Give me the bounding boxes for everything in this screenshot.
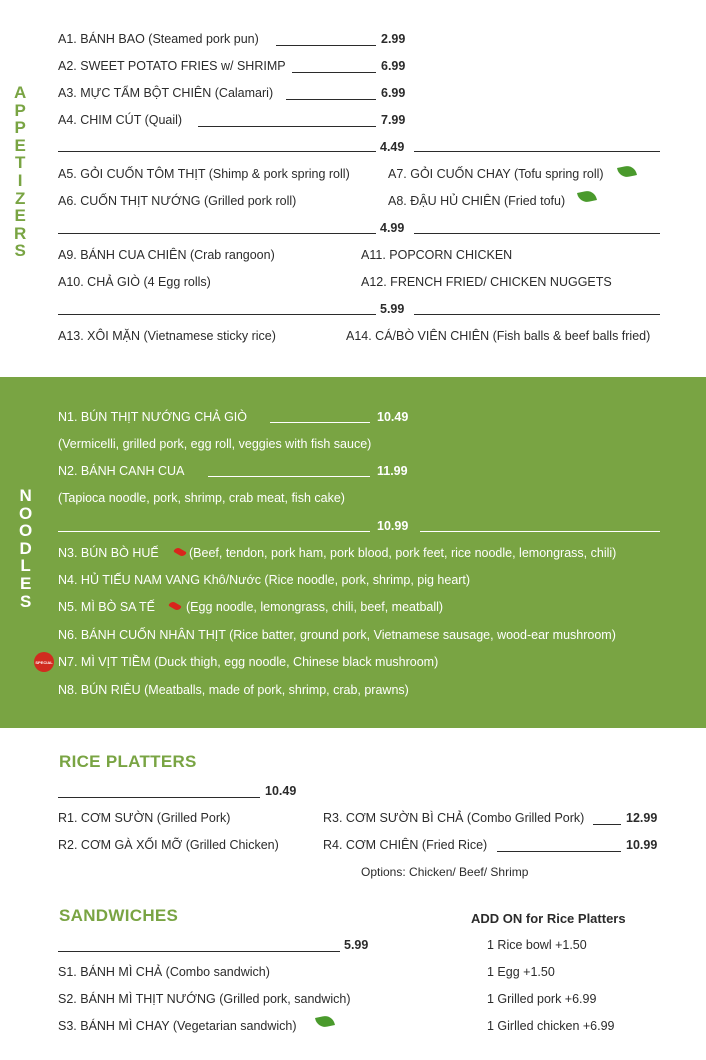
- leader-line: [276, 45, 376, 46]
- leader-line: [286, 99, 376, 100]
- group-line-left: [58, 797, 260, 798]
- leader-line: [497, 851, 621, 852]
- chili-icon: [173, 546, 186, 557]
- menu-item-a7: A7. GỎI CUỐN CHAY (Tofu spring roll): [388, 167, 604, 181]
- group-line-right: [414, 233, 660, 234]
- menu-item-n4: N4. HỦ TIẾU NAM VANG Khô/Nước (Rice noodle, pork, shrimp, pig heart): [58, 573, 471, 587]
- group-line-right: [414, 151, 660, 152]
- price-a2: 6.99: [381, 59, 406, 73]
- add-on-item: 1 Egg +1.50: [487, 965, 555, 979]
- add-on-heading: ADD ON for Rice Platters: [471, 911, 626, 926]
- group-price-599-sandwich: 5.99: [344, 938, 369, 952]
- menu-item-n1: N1. BÚN THỊT NƯỚNG CHẢ GIÒ: [58, 410, 248, 424]
- add-on-item: 1 Rice bowl +1.50: [487, 938, 587, 952]
- noodles-section: [0, 377, 706, 728]
- appetizers-side-title: A P P E T I Z E R S: [14, 83, 27, 261]
- group-line-right: [420, 531, 660, 532]
- menu-item-a3: A3. MỰC TẨM BỘT CHIÊN (Calamari): [58, 86, 274, 100]
- leaf-icon: [315, 1014, 335, 1029]
- leader-line: [270, 422, 370, 423]
- leader-line: [208, 476, 370, 477]
- menu-item-a5: A5. GỎI CUỐN TÔM THỊT (Shimp & pork spring roll): [58, 167, 350, 181]
- menu-item-n3-name: N3. BÚN BÒ HUẾ: [58, 546, 159, 560]
- group-line-left: [58, 314, 376, 315]
- description-n1: (Vermicelli, grilled pork, egg roll, veggies with fish sauce): [58, 437, 372, 451]
- menu-item-a12: A12. FRENCH FRIED/ CHICKEN NUGGETS: [361, 275, 612, 289]
- menu-item-a4: A4. CHIM CÚT (Quail): [58, 113, 183, 127]
- menu-item-a1: A1. BÁNH BAO (Steamed pork pun): [58, 32, 259, 46]
- group-line-left: [58, 233, 376, 234]
- menu-item-r1: R1. CƠM SƯỜN (Grilled Pork): [58, 811, 231, 825]
- menu-item-n6: N6. BÁNH CUỐN NHÂN THỊT (Rice batter, ground pork, Vietnamese sausage, wood-ear mushroom): [58, 628, 616, 642]
- description-n2: (Tapioca noodle, pork, shrimp, crab meat, fish cake): [58, 491, 345, 505]
- menu-item-n5-name: N5. MÌ BÒ SA TẾ: [58, 600, 156, 614]
- menu-item-a8: A8. ĐẬU HỦ CHIÊN (Fried tofu): [388, 194, 566, 208]
- group-price-1049: 10.49: [265, 784, 297, 798]
- price-n1: 10.49: [377, 410, 409, 424]
- menu-item-r3: R3. CƠM SƯỜN BÌ CHẢ (Combo Grilled Pork): [323, 811, 585, 825]
- group-line-left: [58, 951, 340, 952]
- rice-options: Options: Chicken/ Beef/ Shrimp: [361, 865, 529, 879]
- menu-item-s3: S3. BÁNH MÌ CHAY (Vegetarian sandwich): [58, 1019, 297, 1033]
- leader-line: [593, 824, 621, 825]
- menu-item-n7: N7. MÌ VỊT TIỀM (Duck thigh, egg noodle, Chinese black mushroom): [58, 655, 439, 669]
- group-price-499: 4.99: [380, 221, 405, 235]
- description-n3: (Beef, tendon, pork ham, pork blood, pork feet, rice noodle, lemongrass, chili): [189, 546, 617, 560]
- price-a3: 6.99: [381, 86, 406, 100]
- price-r3: 12.99: [626, 811, 658, 825]
- menu-item-n2: N2. BÁNH CANH CUA: [58, 464, 185, 478]
- menu-item-s2: S2. BÁNH MÌ THỊT NƯỚNG (Grilled pork, sandwich): [58, 992, 351, 1006]
- leader-line: [198, 126, 376, 127]
- menu-item-a13: A13. XÔI MẶN (Vietnamese sticky rice): [58, 329, 276, 343]
- leader-line: [292, 72, 376, 73]
- menu-item-s1: S1. BÁNH MÌ CHẢ (Combo sandwich): [58, 965, 270, 979]
- menu-item-a14: A14. CÁ/BÒ VIÊN CHIÊN (Fish balls & beef balls fried): [346, 329, 651, 343]
- menu-item-a10: A10. CHẢ GIÒ (4 Egg rolls): [58, 275, 211, 289]
- price-r4: 10.99: [626, 838, 658, 852]
- menu-item-r2: R2. CƠM GÀ XỐI MỠ (Grilled Chicken): [58, 838, 279, 852]
- group-price-599: 5.99: [380, 302, 405, 316]
- group-line-right: [414, 314, 660, 315]
- group-price-1099: 10.99: [377, 519, 409, 533]
- chili-icon: [168, 600, 181, 611]
- menu-item-a2: A2. SWEET POTATO FRIES w/ SHRIMP: [58, 59, 286, 73]
- menu-item-a9: A9. BÁNH CUA CHIÊN (Crab rangoon): [58, 248, 275, 262]
- group-price-449: 4.49: [380, 140, 405, 154]
- add-on-item: 1 Grilled pork +6.99: [487, 992, 597, 1006]
- sandwiches-heading: SANDWICHES: [59, 906, 179, 925]
- price-a4: 7.99: [381, 113, 406, 127]
- price-a1: 2.99: [381, 32, 406, 46]
- rice-platters-heading: RICE PLATTERS: [59, 752, 197, 771]
- price-n2: 11.99: [377, 464, 408, 478]
- leaf-icon: [617, 164, 637, 179]
- menu-item-a6: A6. CUỐN THỊT NƯỚNG (Grilled pork roll): [58, 194, 297, 208]
- menu-item-n8: N8. BÚN RIÊU (Meatballs, made of pork, shrimp, crab, prawns): [58, 683, 409, 697]
- menu-item-a11: A11. POPCORN CHICKEN: [361, 248, 513, 262]
- group-line-left: [58, 151, 376, 152]
- add-on-item: 1 Girlled chicken +6.99: [487, 1019, 615, 1033]
- menu-item-r4: R4. CƠM CHIÊN (Fried Rice): [323, 838, 488, 852]
- leaf-icon: [577, 189, 597, 204]
- description-n5: (Egg noodle, lemongrass, chili, beef, meatball): [186, 600, 444, 614]
- noodles-side-title: N O O D L E S: [19, 486, 33, 611]
- group-line-left: [58, 531, 370, 532]
- special-badge-icon: SPECIAL: [34, 652, 54, 672]
